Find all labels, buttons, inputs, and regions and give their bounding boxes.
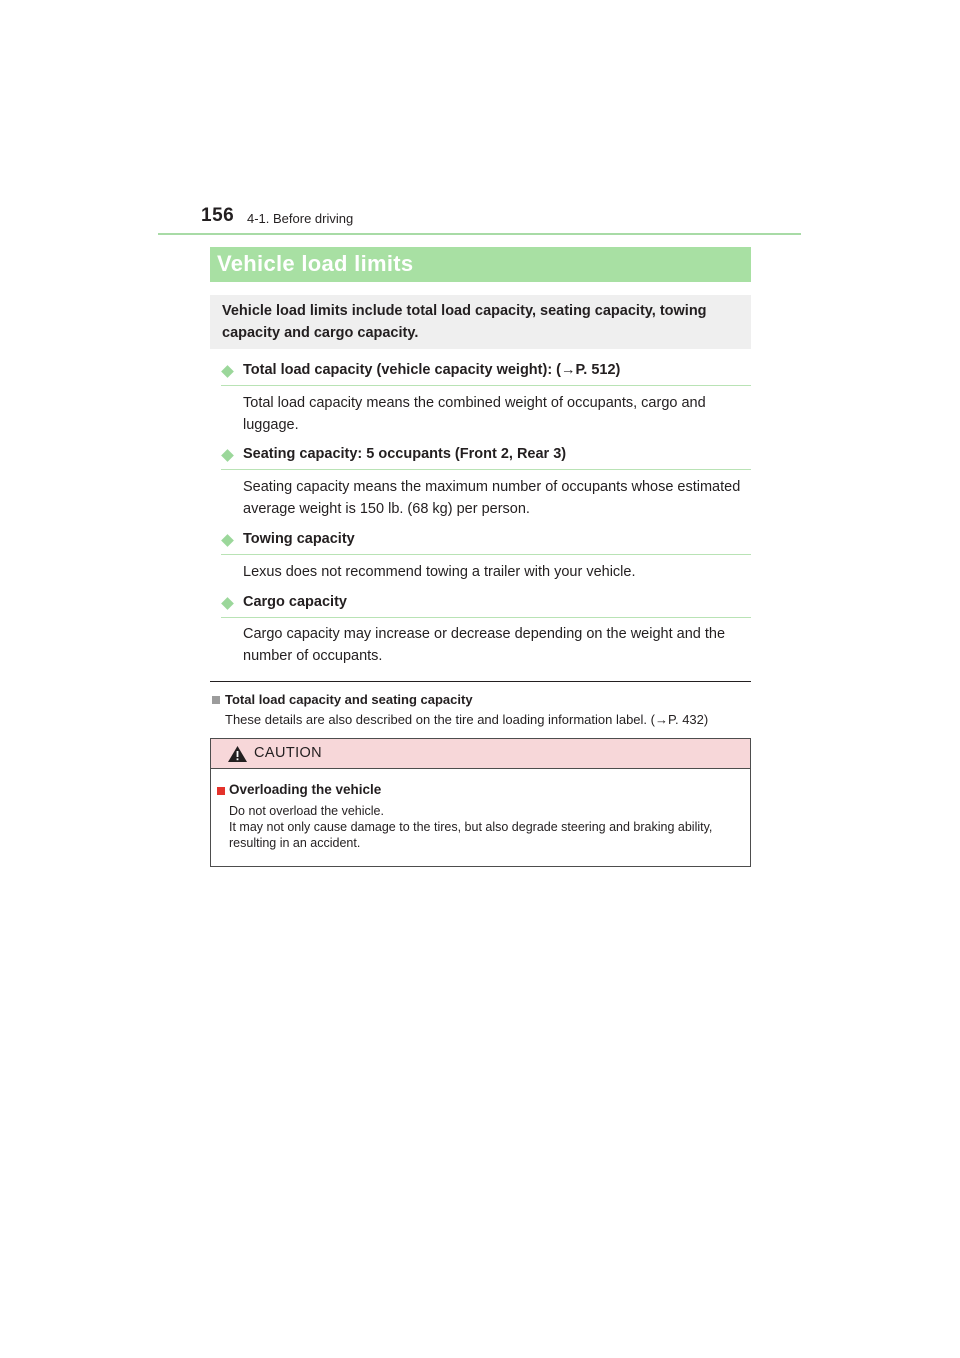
item-title: Total load capacity (vehicle capacity weight): (→P. 512) bbox=[243, 362, 621, 378]
caution-text: resulting in an accident. bbox=[229, 836, 361, 850]
caution-text: It may not only cause damage to the tires, but also degrade steering and braking ability, bbox=[229, 820, 713, 834]
item-body: Total load capacity means the combined weight of occupants, cargo and luggage. bbox=[243, 395, 706, 433]
diamond-bullet-icon bbox=[221, 597, 234, 610]
header-divider bbox=[158, 233, 801, 235]
intro-text: Vehicle load limits include total load capacity, seating capacity, towing capacity and cargo capacity. bbox=[222, 303, 707, 341]
item-heading bbox=[221, 530, 751, 555]
section-divider bbox=[210, 681, 751, 682]
square-bullet-icon bbox=[217, 787, 225, 795]
item-title: Cargo capacity bbox=[243, 594, 347, 610]
item-heading bbox=[221, 445, 751, 470]
note-body: These details are also described on the tire and loading information label. (→P. 432) bbox=[225, 712, 709, 727]
diamond-bullet-icon bbox=[221, 449, 234, 462]
section-title-band bbox=[210, 247, 751, 282]
page-number: 156 bbox=[201, 205, 235, 226]
caution-text: Do not overload the vehicle. bbox=[229, 804, 384, 818]
warning-triangle-icon bbox=[227, 745, 248, 763]
item-body: Cargo capacity may increase or decrease depending on the weight and the number of occupants. bbox=[243, 626, 726, 664]
intro-box bbox=[210, 295, 751, 349]
section-title: Vehicle load limits bbox=[217, 251, 414, 276]
item-title: Towing capacity bbox=[243, 531, 355, 547]
note-title: Total load capacity and seating capacity bbox=[225, 692, 473, 707]
item-title: Seating capacity: 5 occupants (Front 2, Rear 3) bbox=[243, 446, 567, 462]
chapter-title: 4-1. Before driving bbox=[247, 211, 354, 226]
item-body: Lexus does not recommend towing a trailer with your vehicle. bbox=[243, 564, 636, 580]
item-body: Seating capacity means the maximum number of occupants whose estimated average weight is 150 lb. (68 kg) per person. bbox=[243, 479, 741, 517]
caution-label: CAUTION bbox=[254, 745, 323, 761]
diamond-bullet-icon bbox=[221, 365, 234, 378]
square-bullet-icon bbox=[212, 696, 220, 704]
caution-box bbox=[210, 738, 751, 867]
item-heading bbox=[221, 593, 751, 618]
caution-title: Overloading the vehicle bbox=[229, 782, 382, 797]
item-heading bbox=[221, 361, 751, 386]
diamond-bullet-icon bbox=[221, 534, 234, 547]
caution-header bbox=[211, 739, 750, 769]
